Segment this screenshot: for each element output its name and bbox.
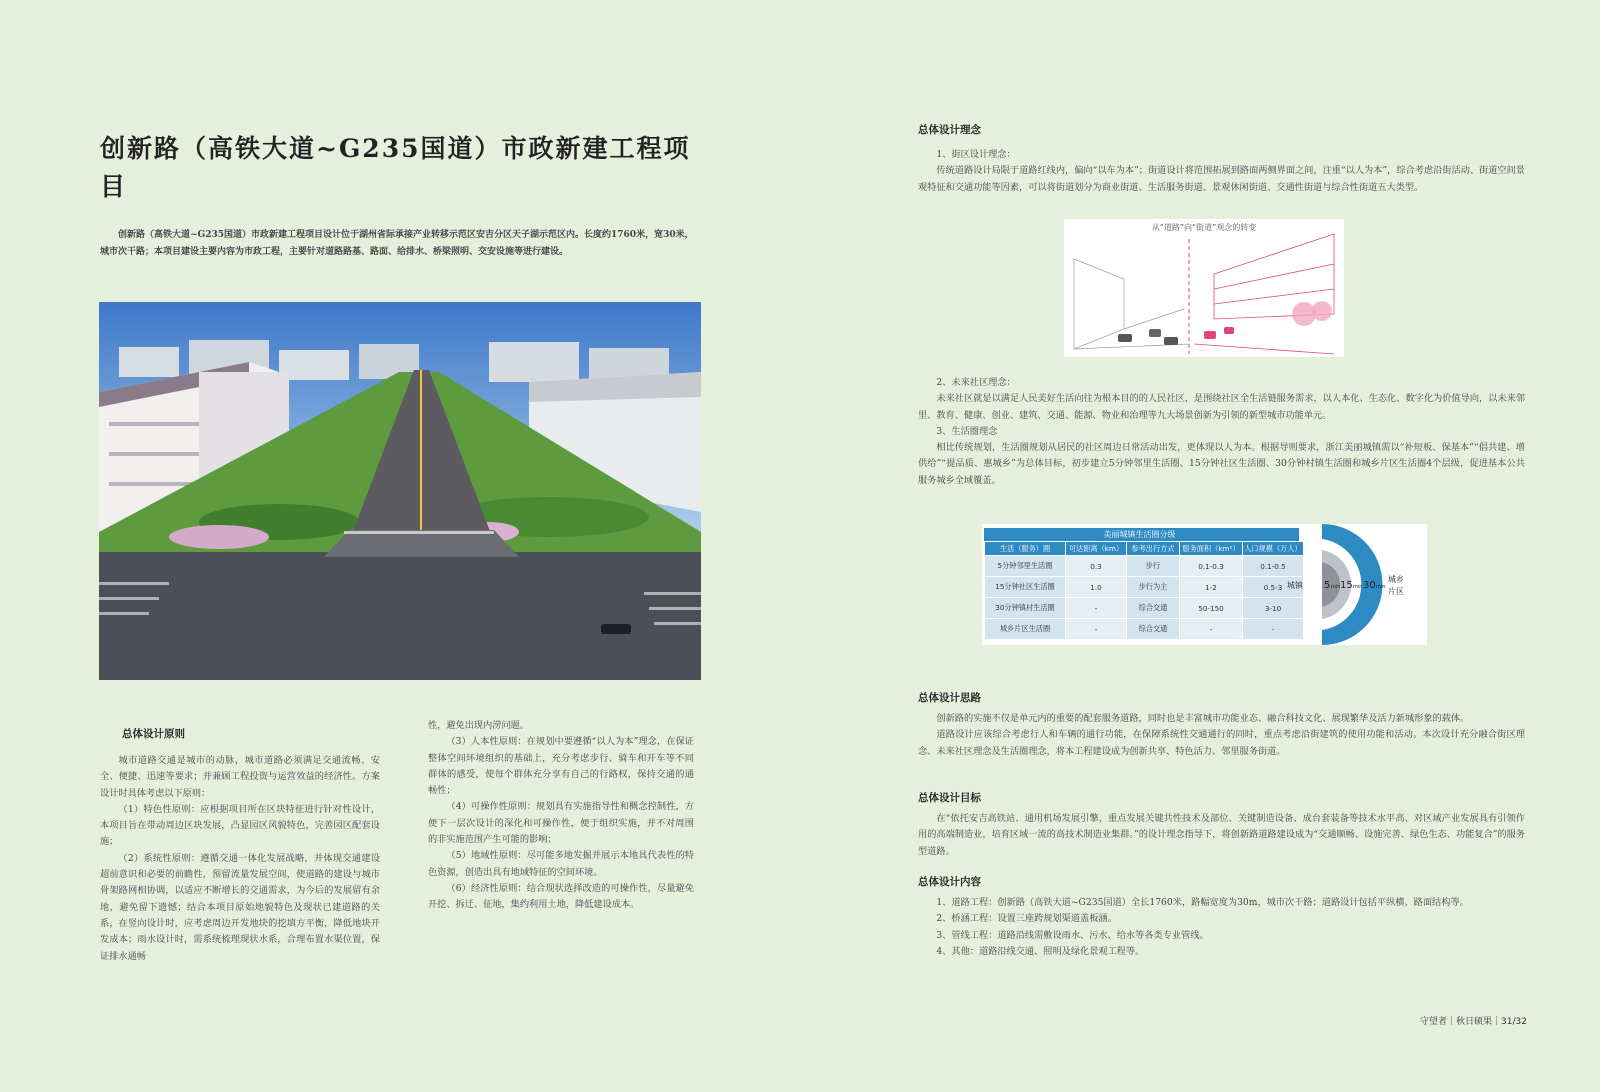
principle-2: （2）系统性原则：遵循交通一体化发展战略，并体现交通建设超前意识和必要的前瞻性，预留流量发展空间，使道路的建设与城市骨架路网相协调，以适应不断增长的交通需求，为今后的发展留有余地，避免留下遗憾；结合本项目原始地貌特色及现状已建道路的关系，在竖向设计时，应考虑周边开发地块的挖填方平衡，降低地块开发成本；雨水设计时，需系统梳理现状水系，合理布置水渠位置，保证排水通畅: [100, 852, 380, 962]
table-cell: 0.3: [1066, 556, 1127, 577]
concept-section: [918, 122, 1525, 196]
table-cell: 50-150: [1180, 598, 1243, 619]
concept-heading: 总体设计理念: [918, 124, 981, 136]
life-circle-table-title: 美丽城镇生活圈分级: [1103, 530, 1176, 539]
ring-15-label: 15: [1340, 580, 1353, 591]
ring-15-unit: min: [1353, 584, 1363, 590]
table-cell: 15分钟社区生活圈: [985, 577, 1066, 598]
life-circle-ring-diagram: [1287, 524, 1427, 645]
table-header: 参考出行方式: [1127, 542, 1180, 556]
principle-5: （5）地域性原则：尽可能多地发掘并展示本地具代表性的特色资源，创造出具有地域特征的空间环境。: [428, 850, 694, 878]
concept-item2-text: 未来社区就是以满足人民美好生活向往为根本目的的人民社区，是围绕社区全生活链服务需求，以人本化、生态化、数字化为价值导向，以未来邻里、教育、健康、创业、建筑、交通、能源、物业和治理等九大场景创新为引领的新型城市功能单元。: [918, 393, 1525, 421]
goal-p1: 在“依托安吉高铁站、通用机场发展引擎，重点发展关键共性技术及部位、关键制造设备、成台套装备等技术水平高、对区域产业发展具有引领作用的高端制造业，培育区域一流的高技术制造业集群。”的设计理念指导下，将创新路道路建设成为“交通顺畅、设施完善、绿色生态、功能复合”的服务型道路。: [918, 813, 1525, 857]
ring-5-label: 5: [1324, 580, 1331, 591]
project-intro: 创新路（高铁大道~G235国道）市政新建工程项目设计位于湖州省际承接产业转移示范区安吉分区天子湖示范区内。长度约1760米，宽30米，城市次干路；本项目建设主要内容为市政工程，主要针对道路路基、路面、给排水、桥梁照明、交安设施等进行建设。: [100, 230, 694, 257]
table-cell: 5分钟邻里生活圈: [985, 556, 1066, 577]
life-circle-table: [984, 541, 1304, 640]
principles-heading: 总体设计原则: [122, 728, 185, 740]
design-content-section: [918, 874, 1525, 960]
principle-1: （1）特色性原则：应根据项目所在区块特征进行针对性设计，本项目旨在带动周边区块发展，凸显园区风貌特色，完善园区配套设施；: [100, 803, 380, 848]
table-cell: -: [1066, 619, 1127, 640]
figure-caption: 从“道路”向“街道”观念的转变: [1151, 223, 1257, 232]
concept-item1-title: 1、街区设计理念：: [936, 149, 1016, 160]
concept-item2-title: 2、未来社区理念：: [936, 377, 1016, 388]
thinking-p2: 道路设计应该综合考虑行人和车辆的通行功能，在保障系统性交通通行的同时，重点考虑沿街建筑的使用功能和活动。本次设计充分融合街区理念、未来社区理念及生活圈理念，将本工程建设成为创新共享、特色活力、邻里服务街道。: [918, 729, 1525, 757]
table-cell: 0.1-0.5: [1243, 556, 1304, 577]
table-cell: -: [1243, 619, 1304, 640]
table-cell: 1.0: [1066, 577, 1127, 598]
road-to-street-figure: [1064, 219, 1344, 357]
content-item1: 1、道路工程：创新路（高铁大道~G235国道）全长1760米，路幅宽度为30m，城市次干路；道路设计包括平纵横、路面结构等。: [936, 897, 1469, 908]
table-row: [985, 556, 1304, 577]
ring-right-label-1: 城乡: [1388, 575, 1404, 584]
design-principles-column-1: [100, 726, 380, 965]
concept-item3-text: 相比传统规划，生活圈规划从居民的社区周边日常活动出发，更体现以人为本。根据导则要求，浙江美丽城镇需以“补短板、保基本”“倡共建、增供给”“提品质、惠城乡”为总体目标，初步建立5分钟邻里生活圈、15分钟社区生活圈、30分钟村镇生活圈和城乡片区生活圈4个层级，促进基本公共服务城乡全域覆盖。: [918, 442, 1525, 486]
ring-5-unit: min: [1331, 584, 1341, 590]
concept-item3-title: 3、生活圈理念: [936, 425, 998, 437]
design-principles-column-2: [428, 718, 694, 914]
thinking-heading: 总体设计思路: [918, 692, 981, 704]
page-title: 创新路（高铁大道~G235国道）市政新建工程项目: [100, 134, 691, 201]
ring-30-unit: min: [1376, 584, 1386, 590]
goal-heading: 总体设计目标: [918, 792, 981, 804]
table-cell: 1-2: [1180, 577, 1243, 598]
content-heading: 总体设计内容: [918, 876, 981, 888]
table-row: [985, 598, 1304, 619]
design-goal-section: [918, 790, 1525, 860]
table-cell: 30分钟镇村生活圈: [985, 598, 1066, 619]
table-cell: 0.5-3: [1243, 577, 1304, 598]
road-rendering-image: [99, 302, 701, 680]
future-community-section: [918, 375, 1525, 489]
table-cell: 综合交通: [1127, 598, 1180, 619]
table-cell: -: [1180, 619, 1243, 640]
thinking-p1: 创新路的实施不仅是单元内的重要的配套服务道路，同时也是丰富城市功能业态、融合科技文化、展现繁华及活力新城形象的载体。: [936, 713, 1470, 724]
ring-right-label-2: 片区: [1388, 587, 1404, 596]
ring-30-label: 30: [1363, 580, 1376, 591]
table-cell: 城乡片区生活圈: [985, 619, 1066, 640]
table-cell: -: [1066, 598, 1127, 619]
ring-left-label: 城镇: [1287, 581, 1303, 590]
concept-item1-text: 传统道路设计局限于道路红线内，偏向“以车为本”；街道设计将范围拓展到路面两侧界面之间，注重“以人为本”，综合考虑沿街活动、街道空间景观特征和交通功能等因素，可以将街道划分为商业街道、生活服务街道、景观休闲街道、交通性街道与综合性街道五大类型。: [918, 165, 1525, 193]
table-cell: 0.1-0.3: [1180, 556, 1243, 577]
principle-3: （3）人本性原则：在规划中要遵循“以人为本”理念，在保证整体空间环境组织的基础上，充分考虑步行、骑车和开车等不同群体的感受，使每个群体充分享有自己的行路权，保持交通的通畅性；: [428, 736, 694, 797]
content-item3: 3、管线工程：道路沿线需敷设雨水、污水、给水等各类专业管线。: [936, 929, 1209, 941]
principle-2-continued: 性，避免出现内涝问题。: [428, 720, 530, 731]
table-header: 生活（服务）圈: [985, 542, 1066, 556]
table-header: 可达距离（km）: [1066, 542, 1127, 556]
life-circle-table-figure: [982, 524, 1427, 645]
content-item2: 2、桥涵工程：设置三座跨规划渠道盖板涵。: [936, 913, 1117, 925]
principle-6: （6）经济性原则：结合现状选择改造的可操作性，尽量避免开挖、拆迁、征地，集约利用土地，降低建设成本。: [428, 882, 694, 911]
table-cell: 3-10: [1243, 598, 1304, 619]
content-item4: 4、其他：道路沿线交通、照明及绿化景观工程等。: [936, 945, 1145, 957]
table-cell: 综合交通: [1127, 619, 1180, 640]
principles-intro: 城市道路交通是城市的动脉，城市道路必须满足交通流畅、安全、便捷、迅速等要求；并兼顾工程投资与运营效益的经济性。方案设计时具体考虑以下原则：: [100, 755, 380, 799]
table-row: [985, 577, 1304, 598]
design-thinking-section: [918, 690, 1525, 760]
table-header: 服务面积（km²）: [1180, 542, 1243, 556]
page-footer: 守望者｜秋日硕果｜31/32: [1420, 1017, 1527, 1027]
table-cell: 步行为主: [1127, 577, 1180, 598]
table-header: 人口规模（万人）: [1243, 542, 1304, 556]
table-row: [985, 619, 1304, 640]
table-cell: 步行: [1127, 556, 1180, 577]
principle-4: （4）可操作性原则：规划具有实施指导性和概念控制性，方便下一层次设计的深化和可操作性，便于组织实施，并不对周围的非实施范围产生可能的影响；: [428, 801, 694, 846]
